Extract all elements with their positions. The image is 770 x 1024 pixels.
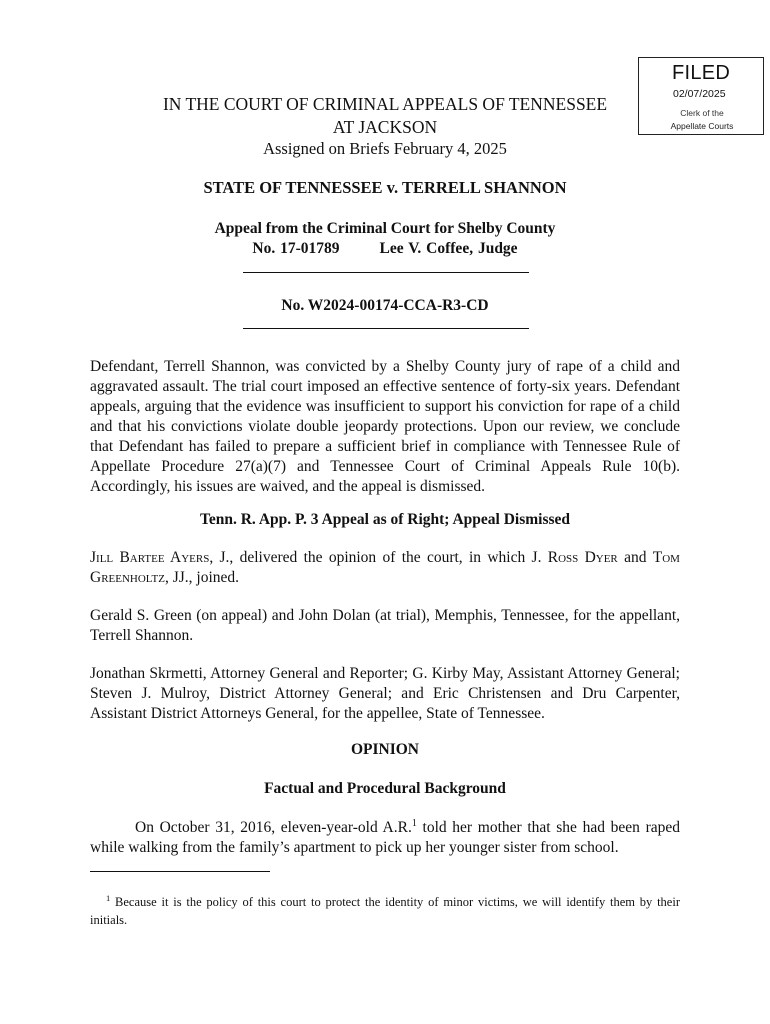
clerk-label: Clerk of the [680,108,724,118]
body-paragraph [90,818,680,858]
divider-bottom [243,328,529,329]
body-text-part1: On October 31, 2016, eleven-year-old A.R. [135,819,412,836]
authorship-joined: , JJ., joined. [164,569,240,586]
body-text-part2: told her mother that she had been raped while walking from the family’s apartment to pick up her younger sister from school. [90,819,680,856]
author-name: Jill Bartee Ayers [90,549,210,566]
opinion-authorship [90,548,680,588]
court-location: AT JACKSON [332,117,438,137]
footnote-text: Because it is the policy of this court to protect the identity of minor victims, we will identify them by their initials. [90,894,680,927]
case-summary: Defendant, Terrell Shannon, was convicted by a Shelby County jury of rape of a child and aggravated assault. The trial court imposed an effective sentence of forty-six years. Defendant appeals, arguing that the evidence was insufficient to support his conviction for rape of a child and that his convictions violate double jeopardy protections. Upon our review, we conclude that Defendant has failed to prepare a sufficient brief in compliance with Tennessee Rule of Appellate Procedure 27(a)(7) and Tennessee Court of Criminal Appeals Rule 10(b). Accordingly, his issues are waived, and the appeal is dismissed. [90,358,680,495]
appeal-from: Appeal from the Criminal Court for Shelby County [214,220,556,237]
section-heading: Factual and Procedural Background [264,780,506,797]
divider-top [243,272,529,273]
court-name: IN THE COURT OF CRIMINAL APPEALS OF TENNESSEE [162,94,608,114]
appellant-counsel: Gerald S. Green (on appeal) and John Dolan (at trial), Memphis, Tennessee, for the appellant, Terrell Shannon. [90,607,680,644]
footnote [90,893,680,929]
authorship-text: , J., delivered the opinion of the court, in which [209,549,532,566]
joining-judge-1: J. Ross Dyer [531,549,618,566]
opinion-heading: OPINION [350,741,420,758]
footnote-number: 1 [106,892,111,903]
filed-label: FILED [672,62,731,84]
trial-court-info [0,240,770,258]
footnote-reference[interactable]: 1 [411,818,417,829]
joining-judge-2: Tom Greenholtz [90,549,680,586]
trial-judge: Lee V. Coffee, Judge [379,240,518,257]
authorship-and: and [617,549,653,566]
assigned-date: Assigned on Briefs February 4, 2025 [263,139,507,158]
trial-number: No. 17-01789 [252,240,340,257]
filed-date: 02/07/2025 [673,88,726,100]
appellate-courts-label: Appellate Courts [670,121,734,131]
case-caption: STATE OF TENNESSEE v. TERRELL SHANNON [203,178,567,197]
appellee-counsel: Jonathan Skrmetti, Attorney General and Reporter; G. Kirby May, Assistant Attorney General; Steven J. Mulroy, District Attorney General; and Eric Christensen and Dru Carpenter, Assistant District Attorneys General, for the appellee, State of Tennessee. [90,665,680,722]
disposition: Tenn. R. App. P. 3 Appeal as of Right; Appeal Dismissed [199,511,571,528]
docket-number: No. W2024-00174-CCA-R3-CD [281,297,489,314]
footnote-divider [90,871,270,872]
